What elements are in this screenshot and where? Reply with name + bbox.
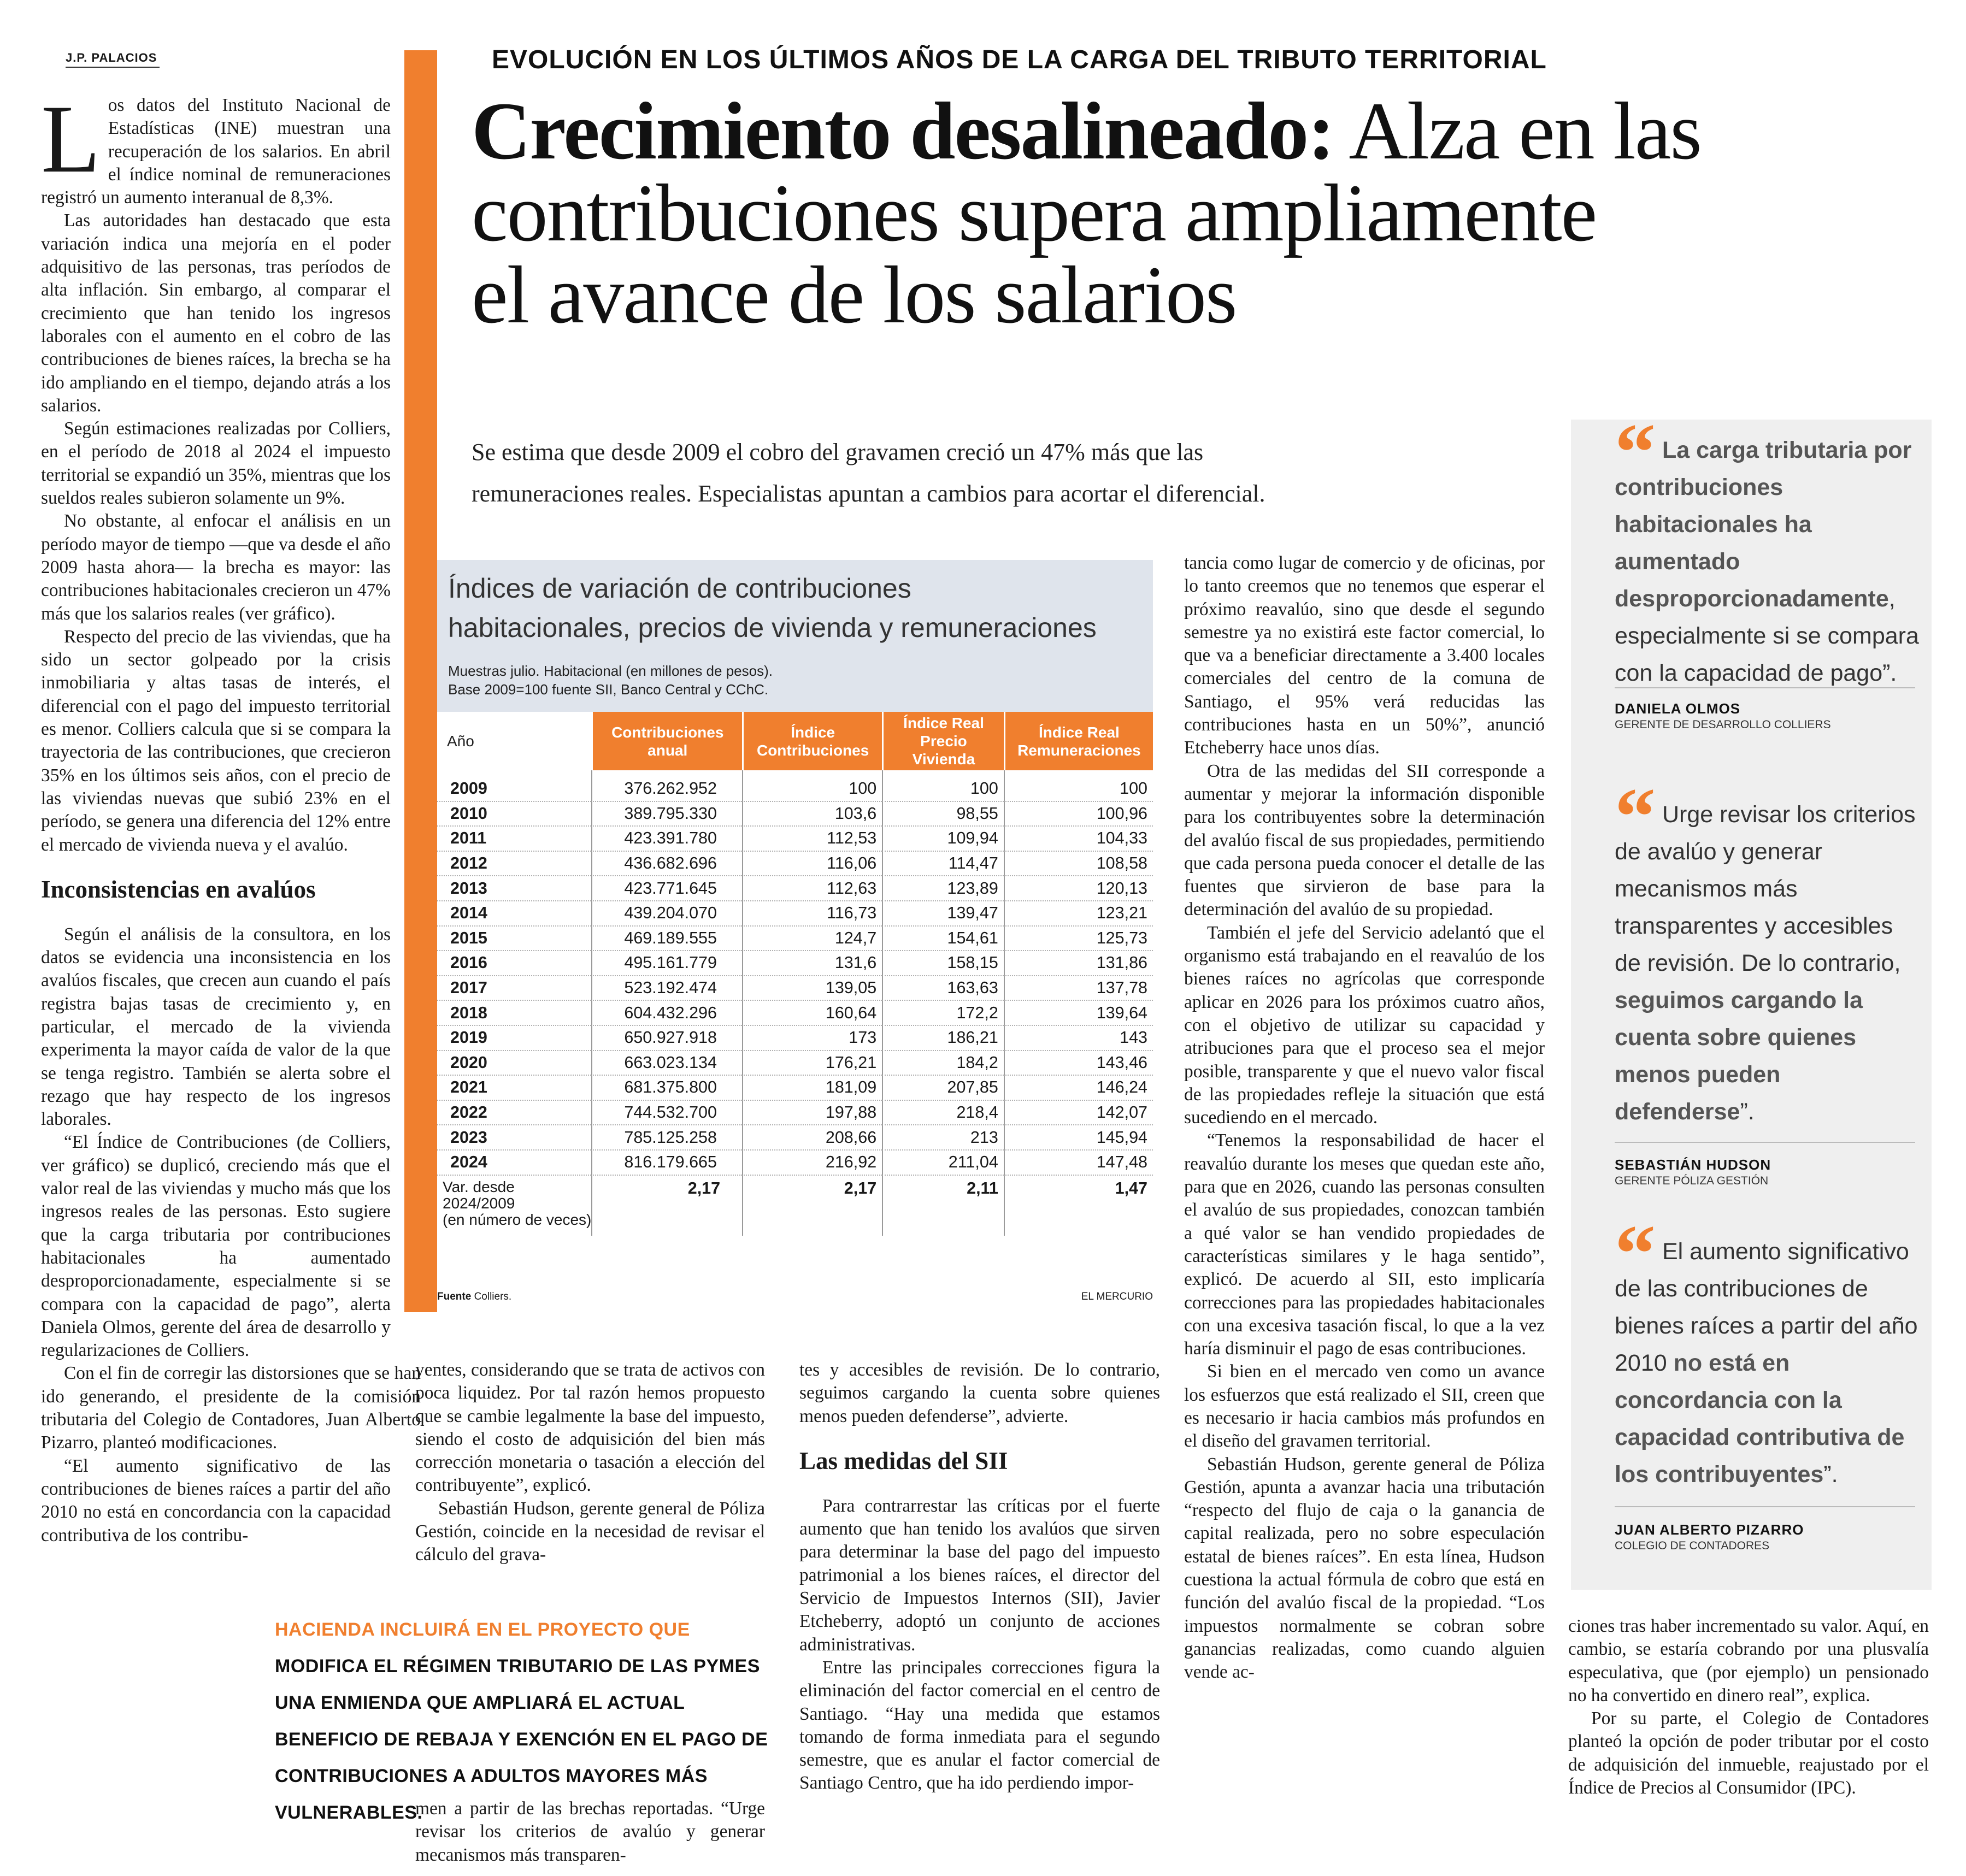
value-cell: 213 [882,1125,1004,1151]
dropcap: L [41,85,101,193]
value-cell: 176,21 [742,1051,882,1076]
lead-line1: Se estima que desde 2009 el cobro del gravamen creció un 47% más que las [472,439,1204,465]
column-1 [41,85,421,1547]
value-cell: 137,78 [1004,976,1153,1001]
lead [472,432,1564,515]
quote-1 [1615,407,1921,692]
col2-p2: Sebastián Hudson, gerente general de Póliza Gestión, coincide en la necesidad de revisar el cálculo del grava- [415,1498,765,1565]
col-header-0: Año [437,712,591,770]
value-cell: 172,2 [882,1001,1004,1026]
value-cell: 436.682.696 [591,852,742,877]
value-cell: 100,96 [1004,802,1153,827]
table-row [437,976,1153,1001]
col1-p2: Las autoridades han destacado que esta variación indica una mejoría en el poder adquisitivo de las personas, tras períodos de alta inflación. Sin embargo, al comparar el crecimiento que han tenido los ingresos laborales con el aumento en el cobro de las contribuciones de bienes raíces, la brecha se ha ido ampliando en el tiempo, dejando atrás a los salarios. [41,210,391,416]
quote-3-role: COLEGIO DE CONTADORES [1615,1539,1770,1552]
value-cell: 145,94 [1004,1125,1153,1151]
variation-value: 2,17 [591,1176,742,1236]
quote-1-role: GERENTE DE DESARROLLO COLLIERS [1615,718,1831,731]
column-5 [1568,1615,1929,1800]
table-row [437,777,1153,802]
data-table [437,712,1153,1236]
value-cell: 100 [1004,777,1153,802]
value-cell: 123,21 [1004,901,1153,927]
col4-p2: Otra de las medidas del SII corresponde a aumentar y mejorar la información disponible para los contribuyentes sobre la determinación del avalúo fiscal de sus propiedades, permitiendo que cada persona pueda conocer el detalle de las fuentes que sirvieron de base para la determinación del avalúo de su propiedad. [1184,760,1545,920]
value-cell: 131,86 [1004,951,1153,976]
col3-p1: tes y accesibles de revisión. De lo contrario, seguimos cargando la cuenta sobre quienes menos pueden defenderse”, advierte. [799,1360,1160,1426]
table-row [437,1001,1153,1026]
table-row [437,1026,1153,1051]
column-2 [415,1359,765,1567]
col4-p4: “Tenemos la responsabilidad de hacer el reavalúo durante los meses que quedan este año, para que en 2026, cuando las personas consulten el avalúo de sus propiedades, conozcan también a qué valor se han vendido propiedades de características similares y le haga sentido”, explicó. De acuerdo al SII, esto implicaría correcciones para las propiedades habitacionales con una excesiva tasación fiscal, lo que a la vez haría disminuir el pago de esas contribuciones. [1184,1130,1545,1359]
year-cell: 2018 [437,1001,591,1026]
variation-label-line: (en número de veces) [443,1211,592,1228]
year-cell: 2009 [437,777,591,802]
col1-p4: No obstante, al enfocar el análisis en un período mayor de tiempo —que va desde el año 2009 hasta ahora— la brecha es mayor: las contribuciones habitacionales crecieron un 47% más que los salarios reales (ver gráfico). [41,511,391,624]
value-cell: 211,04 [882,1151,1004,1176]
quote-3-plain: El aumento significativo de las contribuciones de bienes raíces a partir del año 2010 [1615,1238,1918,1376]
col-header-1: Contribuciones anual [591,712,742,770]
col1-p6: Según el análisis de la consultora, en los datos se evidencia una inconsistencia en los avalúos fiscales, que crecen aun cuando el país registra bajas tasas de crecimiento y, en particular, el mercado de la vivienda experimenta la mayor caída de valor de la que se tenga registro. También se alerta sobre el rezago que hay respecto de los ingresos laborales. [41,924,391,1130]
quote-2-name: SEBASTIÁN HUDSON [1615,1157,1771,1173]
headline-line1: Alza en las [1349,86,1701,176]
quote-1-name: DANIELA OLMOS [1615,700,1741,717]
pull-quote-rest: MODIFICA EL RÉGIMEN TRIBUTARIO DE LAS PYMES UNA ENMIENDA QUE AMPLIARÁ EL ACTUAL BENEFICIO DE REBAJA Y EXENCIÓN EN EL PAGO DE CONTRIBUCIONES A ADULTOS MAYORES MÁS VULNERABLES. [275,1656,768,1823]
accent-bar [404,50,437,1312]
col1-p9: “El aumento significativo de las contribuciones de bienes raíces a partir del año 2010 no está en concordancia con la capacidad contributiva de los contribu- [41,1455,391,1545]
table-row [437,876,1153,901]
value-cell: 98,55 [882,802,1004,827]
value-cell: 100 [742,777,882,802]
quote-2-role: GERENTE PÓLIZA GESTIÓN [1615,1175,1769,1187]
value-cell: 114,47 [882,852,1004,877]
value-cell: 650.927.918 [591,1026,742,1051]
year-cell: 2019 [437,1026,591,1051]
quote-mark-icon: “ [1615,771,1656,862]
headline-bold: Crecimiento desalineado: [472,86,1334,176]
value-cell: 216,92 [742,1151,882,1176]
chart-credit: EL MERCURIO [1081,1291,1153,1302]
chart-note [448,662,773,699]
chart-note-line2: Base 2009=100 fuente SII, Banco Central y CChC. [448,681,769,698]
quote-3-bold: no está en concordancia con la capacidad contributiva de los contribuyentes [1615,1350,1905,1488]
quote-1-tail: , especialmente si se compara con la capacidad de pago”. [1615,586,1919,686]
headline-line2: contribuciones supera ampliamente [472,168,1597,258]
subhead-medidas: Las medidas del SII [799,1447,1008,1474]
year-cell: 2024 [437,1151,591,1176]
value-cell: 389.795.330 [591,802,742,827]
value-cell: 104,33 [1004,827,1153,852]
value-cell: 160,64 [742,1001,882,1026]
value-cell: 123,89 [882,876,1004,901]
col1-p1: os datos del Instituto Nacional de Estadísticas (INE) muestran una recuperación de los salarios. En abril el índice nominal de remuneraciones registró un aumento interanual de 8,3%. [41,95,391,208]
col4-p1: tancia como lugar de comercio y de oficinas, por lo tanto creemos que no tenemos que esperar el próximo reavalúo, sino que desde el segundo semestre ya no existirá este factor comercial, lo que va a beneficiar directamente a 3.400 locales comerciales del centro de la comuna de Santiago, el 95% verá reducidas las contribuciones hasta en un 50%”, anunció Etcheberry hace unos días. [1184,553,1545,758]
value-cell: 143 [1004,1026,1153,1051]
value-cell: 120,13 [1004,876,1153,901]
col1-p8-wrap [41,1362,421,1454]
variation-value: 1,47 [1004,1176,1153,1236]
table-row [437,1125,1153,1151]
headline-line3: el avance de los salarios [472,250,1237,340]
year-cell: 2012 [437,852,591,877]
value-cell: 376.262.952 [591,777,742,802]
value-cell: 112,63 [742,876,882,901]
column-3 [799,1359,1160,1795]
year-cell: 2015 [437,927,591,952]
chart-title [448,569,1097,647]
col1-p5: Respecto del precio de las viviendas, que ha sido un sector golpeado por la crisis inmobiliaria y altas tasas de interés, el diferencial con el pago del impuesto territorial es menor. Colliers calcula que si se compara la trayectoria de las contribuciones, que crecieron 35% en los últimos seis años, con el precio de las viviendas nuevas que subió 23% en el período, se genera una diferencia del 12% entre el mercado de vivienda nueva y el avalúo. [41,626,391,855]
quote-3-tail: ”. [1823,1461,1838,1488]
col4-p6: Sebastián Hudson, gerente general de Póliza Gestión, apunta a avanzar hacia una tributación “respecto del flujo de caja o la ganancia de capital realizada, pero no sobre especulación estatal de bienes raíces”. En esta línea, Hudson cuestiona la actual fórmula de cobro que está en función del avalúo fiscal de la propiedad. “Los impuestos normalmente se cobran sobre ganancias realizadas, como cuando alguien vende ac- [1184,1454,1545,1683]
col1-p7: “El Índice de Contribuciones (de Colliers, ver gráfico) se duplicó, creciendo más que el valor real de las viviendas y mucho más que los ingresos reales de las personas. Esto sugiere que la carga tributaria por contribuciones habitacionales ha aumentado desproporcionadamente, especialmente si se compara con la capacidad de pago”, alerta Daniela Olmos, gerente del área de desarrollo y regularizaciones de Colliers. [41,1132,391,1361]
lead-line2: remuneraciones reales. Especialistas apuntan a cambios para acortar el diferencial. [472,480,1265,507]
quote-mark-icon: “ [1615,407,1656,498]
quote-1-bold: La carga tributaria por contribuciones habitacionales ha aumentado desproporcionadamente [1615,437,1912,612]
col1-p8: Con el fin de corregir las distorsiones que se han ido generando, el presidente de la comisión tributaria del Colegio de Contadores, Juan Alberto Pizarro, planteó modificaciones. [41,1363,421,1453]
value-cell: 173 [742,1026,882,1051]
byline: J.P. PALACIOS [66,51,157,64]
value-cell: 139,64 [1004,1001,1153,1026]
variation-label [437,1176,591,1236]
col4-p5: Si bien en el mercado ven como un avance los esfuerzos que está realizado el SII, creen que es necesario ir hacia cambios más profundos en el diseño del gravamen territorial. [1184,1361,1545,1452]
value-cell: 423.391.780 [591,827,742,852]
col5-p1: ciones tras haber incrementado su valor. Aquí, en cambio, se estaría cobrando por una plusvalía especulativa, que (por ejemplo) un pensionado no ha convertido en dinero real”, explica. [1568,1616,1929,1706]
chart-table-panel [437,712,1153,1281]
value-cell: 197,88 [742,1101,882,1126]
value-cell: 103,6 [742,802,882,827]
col-header-3: Índice Real Precio Vivienda [882,712,1004,770]
variation-value: 2,11 [882,1176,1004,1236]
byline-rule [66,67,160,68]
value-cell: 495.161.779 [591,951,742,976]
quote-2-rule [1615,1142,1915,1143]
value-cell: 785.125.258 [591,1125,742,1151]
col5-p2: Por su parte, el Colegio de Contadores planteó la opción de poder tributar por el costo de adquisición del inmueble, reajustado por el Índice de Precios al Consumidor (IPC). [1568,1708,1929,1798]
col1-p3: Según estimaciones realizadas por Colliers, en el período de 2018 al 2024 el impuesto territorial se expandió un 35%, mientras que los sueldos reales subieron solamente un 9%. [41,418,391,509]
quote-1-rule [1615,687,1915,688]
value-cell: 186,21 [882,1026,1004,1051]
variation-row [437,1176,1153,1236]
table-row [437,802,1153,827]
value-cell: 439.204.070 [591,901,742,927]
kicker: EVOLUCIÓN EN LOS ÚLTIMOS AÑOS DE LA CARGA DEL TRIBUTO TERRITORIAL [492,45,1547,74]
col4-p3: También el jefe del Servicio adelantó que el organismo está trabajando en el reavalúo de los bienes raíces no agrícolas que corresponde aplicar en 2026 para los próximos cuatro años, con el objetivo de utilizar su capacidad y atribuciones para que el proceso sea el mejor posible, transparente y que el nuevo valor fiscal de las propiedades refleje la situación que está sucediendo en el mercado. [1184,922,1545,1128]
quote-2-plain: Urge revisar los criterios de avalúo y generar mecanismos más transparentes y accesibles de revisión. De lo contrario, [1615,801,1916,976]
variation-label-line: 2024/2009 [443,1194,515,1212]
value-cell: 163,63 [882,976,1004,1001]
value-cell: 142,07 [1004,1101,1153,1126]
headline [472,86,1958,340]
value-cell: 604.432.296 [591,1001,742,1026]
value-cell: 125,73 [1004,927,1153,952]
year-cell: 2013 [437,876,591,901]
pull-quote-orange: HACIENDA INCLUIRÁ EN EL PROYECTO QUE [275,1619,690,1640]
year-cell: 2010 [437,802,591,827]
value-cell: 663.023.134 [591,1051,742,1076]
pull-quote [275,1612,778,1831]
year-cell: 2023 [437,1125,591,1151]
year-cell: 2021 [437,1076,591,1101]
value-cell: 116,73 [742,901,882,927]
variation-label-line: Var. desde [443,1178,515,1195]
chart-source [437,1291,511,1303]
value-cell: 158,15 [882,951,1004,976]
year-cell: 2020 [437,1051,591,1076]
year-cell: 2011 [437,827,591,852]
value-cell: 147,48 [1004,1151,1153,1176]
year-cell: 2022 [437,1101,591,1126]
year-cell: 2016 [437,951,591,976]
value-cell: 146,24 [1004,1076,1153,1101]
value-cell: 184,2 [882,1051,1004,1076]
table-row [437,1051,1153,1076]
table-row [437,852,1153,877]
chart-title-line2: habitacionales, precios de vivienda y remuneraciones [448,612,1097,643]
quote-mark-icon: “ [1615,1208,1656,1299]
chart-source-label: Fuente [437,1291,472,1302]
value-cell: 108,58 [1004,852,1153,877]
quote-3 [1615,1208,1921,1493]
table-row [437,901,1153,927]
variation-value: 2,17 [742,1176,882,1236]
value-cell: 744.532.700 [591,1101,742,1126]
table-row [437,927,1153,952]
value-cell: 131,6 [742,951,882,976]
column-4 [1184,552,1545,1684]
value-cell: 139,47 [882,901,1004,927]
col-header-2: Índice Contribuciones [742,712,882,770]
table-row [437,1101,1153,1126]
chart-note-line1: Muestras julio. Habitacional (en millones de pesos). [448,663,773,679]
quote-2 [1615,771,1921,1130]
value-cell: 816.179.665 [591,1151,742,1176]
value-cell: 109,94 [882,827,1004,852]
chart [437,560,1153,1311]
col2-p3: men a partir de las brechas reportadas. “Urge revisar los criterios de avalúo y generar mecanismos más transparen- [415,1798,765,1865]
col3-p3: Entre las principales correcciones figura la eliminación del factor comercial en el centro de Santiago. “Hay una medida que estamos tomando de forma inmediata para el segundo semestre, que es anular el factor comercial de Santiago Centro, que ha ido perdiendo impor- [799,1657,1160,1794]
value-cell: 116,06 [742,852,882,877]
quote-2-bold: seguimos cargando la cuenta sobre quienes menos pueden defenderse [1615,987,1863,1125]
col3-p2: Para contrarrestar las críticas por el fuerte aumento que han tenido los avalúos que sirven para determinar la base del pago del impuesto patrimonial a los bienes raíces, el director del Servicio de Impuestos Internos (SII), Javier Etcheberry, adoptó un conjunto de acciones administrativas. [799,1495,1160,1655]
value-cell: 100 [882,777,1004,802]
value-cell: 112,53 [742,827,882,852]
value-cell: 143,46 [1004,1051,1153,1076]
chart-source-text: Colliers. [474,1291,512,1302]
table-row [437,1151,1153,1176]
value-cell: 208,66 [742,1125,882,1151]
year-cell: 2014 [437,901,591,927]
value-cell: 181,09 [742,1076,882,1101]
value-cell: 218,4 [882,1101,1004,1126]
value-cell: 681.375.800 [591,1076,742,1101]
col-header-4: Índice Real Remuneraciones [1004,712,1153,770]
table-row [437,951,1153,976]
table-row [437,827,1153,852]
value-cell: 469.189.555 [591,927,742,952]
quote-3-rule [1615,1506,1915,1507]
quote-2-tail: ”. [1740,1099,1755,1125]
col2-p1: yentes, considerando que se trata de activos con poca liquidez. Por tal razón hemos propuesto que se cambie legalmente la base del impuesto, siendo el costo de adquisición del bien más corrección monetaria o tasación a elección del contribuyente”, explicó. [415,1360,765,1496]
value-cell: 207,85 [882,1076,1004,1101]
value-cell: 423.771.645 [591,876,742,901]
chart-title-line1: Índices de variación de contribuciones [448,573,911,604]
value-cell: 124,7 [742,927,882,952]
table-row [437,1076,1153,1101]
value-cell: 154,61 [882,927,1004,952]
value-cell: 523.192.474 [591,976,742,1001]
year-cell: 2017 [437,976,591,1001]
quote-3-name: JUAN ALBERTO PIZARRO [1615,1521,1804,1538]
subhead-inconsistencias: Inconsistencias en avalúos [41,875,316,903]
value-cell: 139,05 [742,976,882,1001]
